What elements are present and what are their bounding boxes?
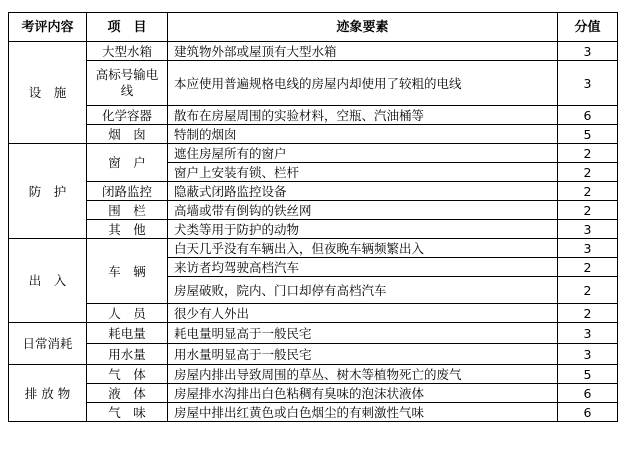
- table-row: [9, 344, 618, 365]
- sign-cell: 隐蔽式闭路监控设备: [168, 182, 558, 201]
- item-cell: 耗电量: [87, 323, 168, 344]
- table-row: [9, 42, 618, 61]
- score-cell: 3: [558, 42, 618, 61]
- sign-cell: 很少有人外出: [168, 304, 558, 323]
- table-header-row: [9, 13, 618, 42]
- score-cell: 3: [558, 220, 618, 239]
- item-cell: 液 体: [87, 384, 168, 403]
- score-cell: 2: [558, 304, 618, 323]
- item-cell: 化学容器: [87, 106, 168, 125]
- table-row: [9, 182, 618, 201]
- item-cell: 其 他: [87, 220, 168, 239]
- score-cell: 2: [558, 163, 618, 182]
- sign-cell: 高墙或带有倒钩的铁丝网: [168, 201, 558, 220]
- score-cell: 5: [558, 125, 618, 144]
- score-cell: 6: [558, 106, 618, 125]
- sign-cell: 散布在房屋周围的实验材料，空瓶、汽油桶等: [168, 106, 558, 125]
- score-cell: 6: [558, 384, 618, 403]
- table-row: [9, 365, 618, 384]
- category-emissions: 排 放 物: [9, 365, 87, 422]
- score-cell: 6: [558, 403, 618, 422]
- table-row: [9, 61, 618, 106]
- category-protection: 防 护: [9, 144, 87, 239]
- sign-cell: 房屋内排出导致周围的草丛、树木等植物死亡的废气: [168, 365, 558, 384]
- score-cell: 3: [558, 239, 618, 258]
- table-row: [9, 403, 618, 422]
- item-cell: 围 栏: [87, 201, 168, 220]
- sign-cell: 来访者均驾驶高档汽车: [168, 258, 558, 277]
- score-cell: 5: [558, 365, 618, 384]
- item-cell: 车 辆: [87, 239, 168, 304]
- evaluation-table: [8, 12, 618, 422]
- score-cell: 3: [558, 61, 618, 106]
- item-cell: 烟 囱: [87, 125, 168, 144]
- item-cell: 人 员: [87, 304, 168, 323]
- item-cell: 窗 户: [87, 144, 168, 182]
- score-cell: 3: [558, 344, 618, 365]
- sign-cell: 房屋排水沟排出白色粘稠有臭味的泡沫状液体: [168, 384, 558, 403]
- sign-cell: 房屋中排出红黄色或白色烟尘的有刺激性气味: [168, 403, 558, 422]
- sign-cell: 本应使用普遍规格电线的房屋内却使用了较粗的电线: [168, 61, 558, 106]
- score-cell: 2: [558, 277, 618, 304]
- category-facilities: 设 施: [9, 42, 87, 144]
- table-row: [9, 201, 618, 220]
- score-cell: 2: [558, 258, 618, 277]
- header-category: 考评内容: [9, 13, 87, 42]
- score-cell: 2: [558, 201, 618, 220]
- table-row: [9, 125, 618, 144]
- item-cell: 高标号输电线: [87, 61, 168, 106]
- score-cell: 2: [558, 182, 618, 201]
- header-item: 项 目: [87, 13, 168, 42]
- sign-cell: 特制的烟囱: [168, 125, 558, 144]
- evaluation-table-container: [8, 12, 617, 422]
- sign-cell: 白天几乎没有车辆出入，但夜晚车辆频繁出入: [168, 239, 558, 258]
- category-access: 出 入: [9, 239, 87, 323]
- sign-cell: 遮住房屋所有的窗户: [168, 144, 558, 163]
- score-cell: 3: [558, 323, 618, 344]
- table-row: [9, 239, 618, 258]
- sign-cell: 耗电量明显高于一般民宅: [168, 323, 558, 344]
- item-cell: 气 味: [87, 403, 168, 422]
- table-row: [9, 304, 618, 323]
- item-cell: 闭路监控: [87, 182, 168, 201]
- sign-cell: 房屋破败，院内、门口却停有高档汽车: [168, 277, 558, 304]
- sign-cell: 犬类等用于防护的动物: [168, 220, 558, 239]
- category-consumption: 日常消耗: [9, 323, 87, 365]
- score-cell: 2: [558, 144, 618, 163]
- sign-cell: 用水量明显高于一般民宅: [168, 344, 558, 365]
- item-cell: 用水量: [87, 344, 168, 365]
- table-row: [9, 220, 618, 239]
- header-sign: 迹象要素: [168, 13, 558, 42]
- table-row: [9, 106, 618, 125]
- table-row: [9, 384, 618, 403]
- table-row: [9, 323, 618, 344]
- sign-cell: 建筑物外部或屋顶有大型水箱: [168, 42, 558, 61]
- table-row: [9, 144, 618, 163]
- item-cell: 气 体: [87, 365, 168, 384]
- header-score: 分值: [558, 13, 618, 42]
- sign-cell: 窗户上安装有锁、栏杆: [168, 163, 558, 182]
- item-cell: 大型水箱: [87, 42, 168, 61]
